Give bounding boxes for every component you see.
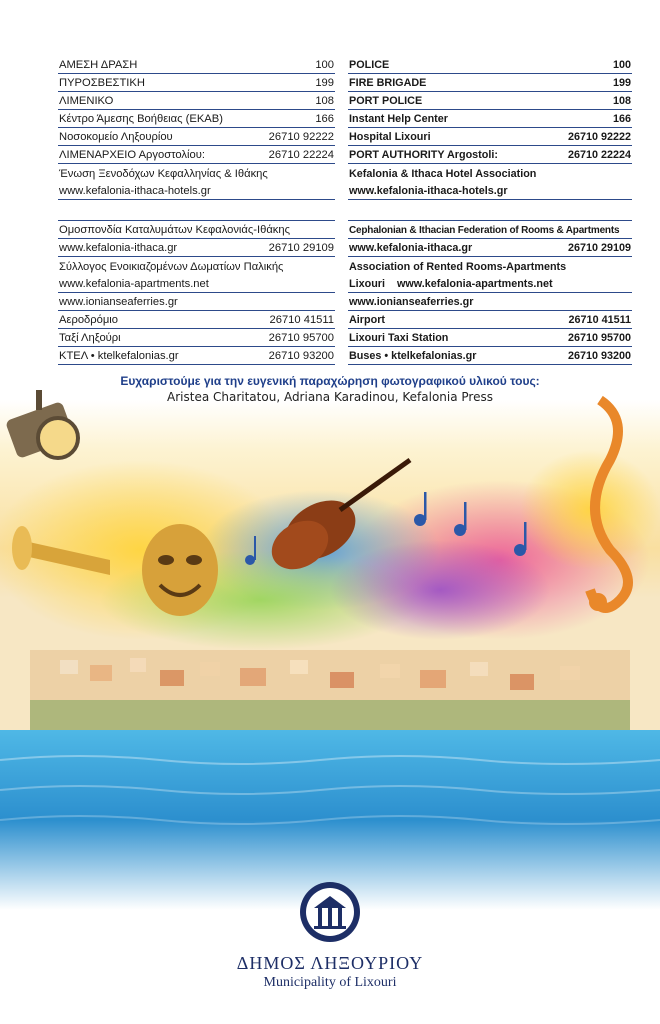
divider xyxy=(348,200,632,221)
contact-row: Buses • ktelkefalonias.gr 26710 93200 xyxy=(348,347,632,365)
rooms-association: Σύλλογος Ενοικιαζομένων Δωματίων Παλικής xyxy=(59,261,284,273)
hotel-association-url[interactable]: www.kefalonia-ithaca-hotels.gr xyxy=(348,182,632,200)
municipality-name-greek: ΔΗΜΟΣ ΛΗΞΟΥΡΙΟΥ xyxy=(236,953,424,973)
divider xyxy=(58,200,335,221)
credits-names: Aristea Charitatou, Adriana Karadinou, Kefalonia Press xyxy=(167,390,493,404)
contact-row: Hospital Lixouri 26710 92222 xyxy=(348,128,632,146)
contact-row: ΑΜΕΣΗ ΔΡΑΣΗ 100 xyxy=(58,56,335,74)
contact-row: Ταξί Ληξούρι 26710 95700 xyxy=(58,329,335,347)
contact-row: POLICE 100 xyxy=(348,56,632,74)
english-contacts-column xyxy=(348,56,632,365)
federation: Ομοσπονδία Καταλυμάτων Κεφαλονιάς-Ιθάκης xyxy=(58,221,335,239)
credits-thanks: Ευχαριστούμε για την ευγενική παραχώρηση φωτογραφικού υλικού τους: xyxy=(120,374,540,388)
rooms-association: Association of Rented Rooms-Apartments xyxy=(349,261,567,273)
municipality-logo xyxy=(0,880,660,991)
contact-row: Αεροδρόμιο 26710 41511 xyxy=(58,311,335,329)
hotel-association: Kefalonia & Ithaca Hotel Association xyxy=(349,168,537,180)
theatre-mask-icon xyxy=(142,524,218,616)
contact-row: Instant Help Center 166 xyxy=(348,110,632,128)
rooms-association-url[interactable]: www.kefalonia-apartments.net xyxy=(58,275,335,293)
ferries-url[interactable]: www.ionianseaferries.gr xyxy=(58,293,335,311)
contact-row: PORT POLICE 108 xyxy=(348,92,632,110)
contact-row: Lixouri Taxi Station 26710 95700 xyxy=(348,329,632,347)
municipality-name-english: Municipality of Lixouri xyxy=(263,975,397,990)
contact-row: Airport 26710 41511 xyxy=(348,311,632,329)
contact-row: ΠΥΡΟΣΒΕΣΤΙΚΗ 199 xyxy=(58,74,335,92)
greek-contacts-column xyxy=(58,56,335,365)
federation-contact: www.kefalonia-ithaca.gr 26710 29109 xyxy=(58,239,335,257)
contact-row: Νοσοκομείο Ληξουρίου 26710 92222 xyxy=(58,128,335,146)
contact-row: FIRE BRIGADE 199 xyxy=(348,74,632,92)
federation-contact: www.kefalonia-ithaca.gr 26710 29109 xyxy=(348,239,632,257)
contact-row: PORT AUTHORITY Argostoli: 26710 22224 xyxy=(348,146,632,164)
rooms-association-url[interactable]: Lixouri www.kefalonia-apartments.net xyxy=(348,275,632,293)
ferries-url[interactable]: www.ionianseaferries.gr xyxy=(348,293,632,311)
contact-row: ΛΙΜΕΝΑΡΧΕΙΟ Αργοστολίου: 26710 22224 xyxy=(58,146,335,164)
photo-credits xyxy=(0,374,660,404)
hotel-association: Ένωση Ξενοδόχων Κεφαλληνίας & Ιθάκης xyxy=(59,168,268,180)
municipality-emblem-icon xyxy=(298,880,362,944)
federation: Cephalonian & Ithacian Federation of Rooms & Apartments xyxy=(348,221,632,239)
contact-row: ΚΤΕΛ • ktelkefalonias.gr 26710 93200 xyxy=(58,347,335,365)
hotel-association-url[interactable]: www.kefalonia-ithaca-hotels.gr xyxy=(58,182,335,200)
contact-row: ΛΙΜΕΝΙΚΟ 108 xyxy=(58,92,335,110)
contact-row: Κέντρο Άμεσης Βοήθειας (ΕΚΑΒ) 166 xyxy=(58,110,335,128)
